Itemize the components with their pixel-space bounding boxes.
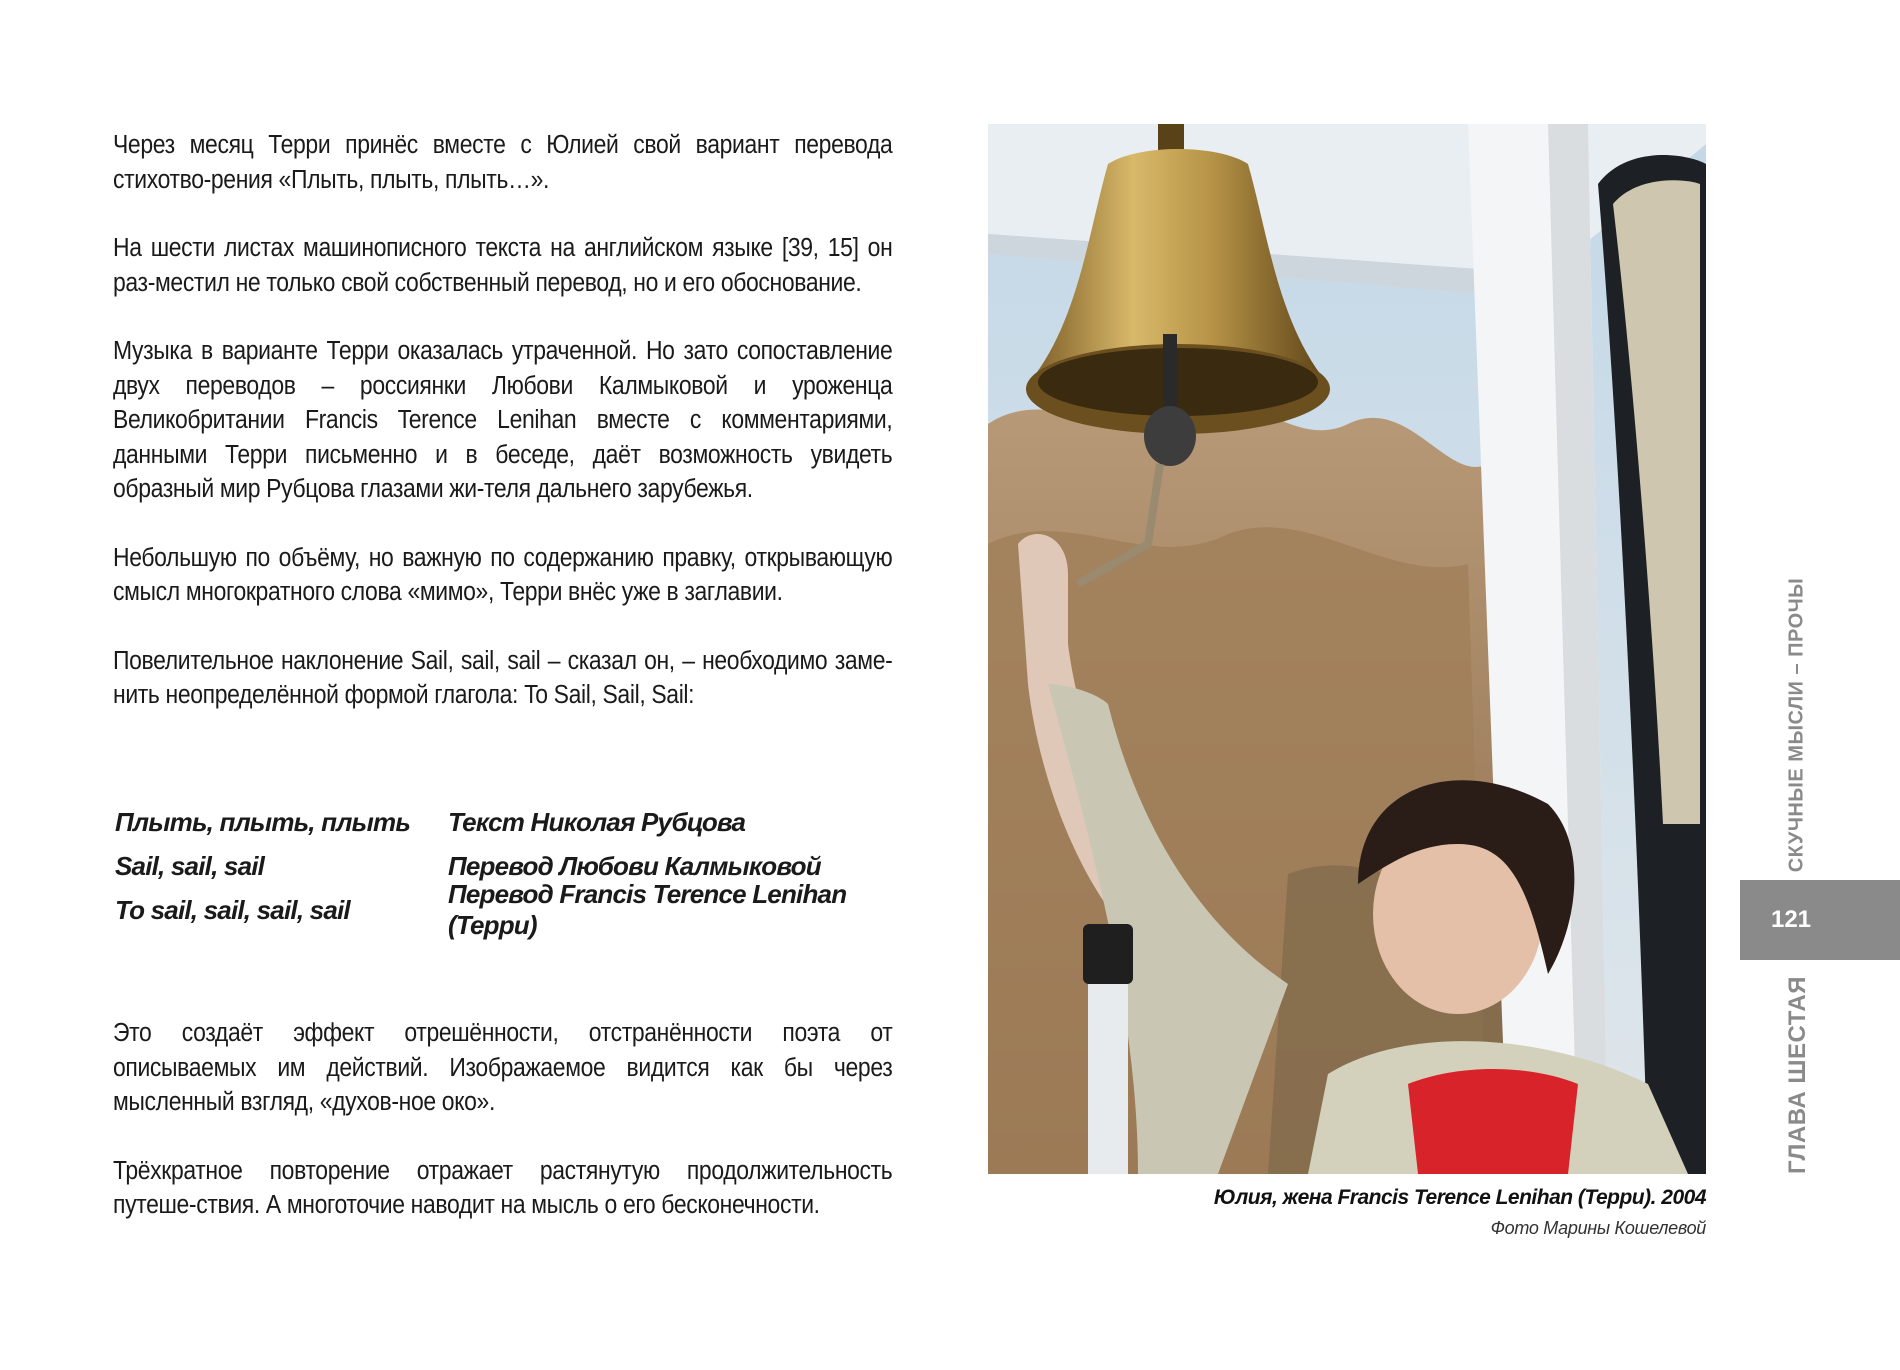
poem-source: Перевод Francis Terence Lenihan (Терри) — [448, 879, 847, 940]
poem-versions-table — [115, 800, 895, 940]
paragraph: Небольшую по объёму, но важную по содержанию правку, открывающую смысл многократного слова «мимо», Терри внёс уже в заглавии. — [113, 543, 893, 606]
chapter-title-text: ГЛАВА ШЕСТАЯ — [1784, 976, 1811, 1174]
paragraph: На шести листах машинописного текста на английском языке [39, 15] он раз-местил не только свой собственный перевод, но и его обоснование. — [113, 234, 893, 297]
poem-title: To sail, sail, sail, sail — [115, 894, 350, 925]
chapter-running-title — [1780, 975, 1816, 1175]
poem-row — [115, 800, 895, 844]
photo-credit: Фото Марины Кошелевой — [1490, 1218, 1706, 1238]
paragraph: Через месяц Терри принёс вместе с Юлией свой вариант перевода стихотво-рения «Плыть, плыть, плыть…». — [113, 131, 893, 194]
section-title-text: СКУЧНЫЕ МЫСЛИ – ПРОЧЫ — [1785, 577, 1808, 873]
paragraph: Трёхкратное повторение отражает растянутую продолжительность путеше-ствия. А многоточие наводит на мысль о его бесконечности. — [113, 1156, 893, 1219]
photo-caption: Юлия, жена Francis Terence Lenihan (Терри). 2004 — [1213, 1186, 1706, 1209]
poem-source: Перевод Любови Калмыковой — [448, 850, 821, 881]
paragraph: Музыка в варианте Терри оказалась утраченной. Но зато сопоставление двух переводов – россиянки Любови Калмыковой и уроженца Великобритании Francis Terence Lenihan вместе с комментариями, данными Терри письменно и в беседе, даёт возможность увидеть образный мир Рубцова глазами жи-теля дальнего зарубежья. — [113, 337, 893, 503]
paragraph: Это создаёт эффект отрешённости, отстранённости поэта от описываемых им действий. Изображаемое видится как бы через мысленный взгляд, «духов-ное око». — [113, 1019, 893, 1116]
body-text-bottom — [113, 1016, 892, 1257]
body-text-top — [113, 128, 893, 747]
photo-woman-ringing-bell — [988, 124, 1706, 1174]
poem-title: Плыть, плыть, плыть — [115, 806, 410, 837]
page-number-box — [1740, 880, 1900, 960]
section-running-title — [1782, 577, 1812, 873]
paragraph: Повелительное наклонение Sail, sail, sail – сказал он, – необходимо заме-нить неопределённой формой глагола: To Sail, Sail, Sail: — [113, 646, 893, 709]
page-number: 121 — [1770, 906, 1812, 933]
poem-source: Текст Николая Рубцова — [448, 806, 746, 837]
poem-title: Sail, sail, sail — [115, 850, 265, 881]
poem-row — [115, 879, 895, 940]
